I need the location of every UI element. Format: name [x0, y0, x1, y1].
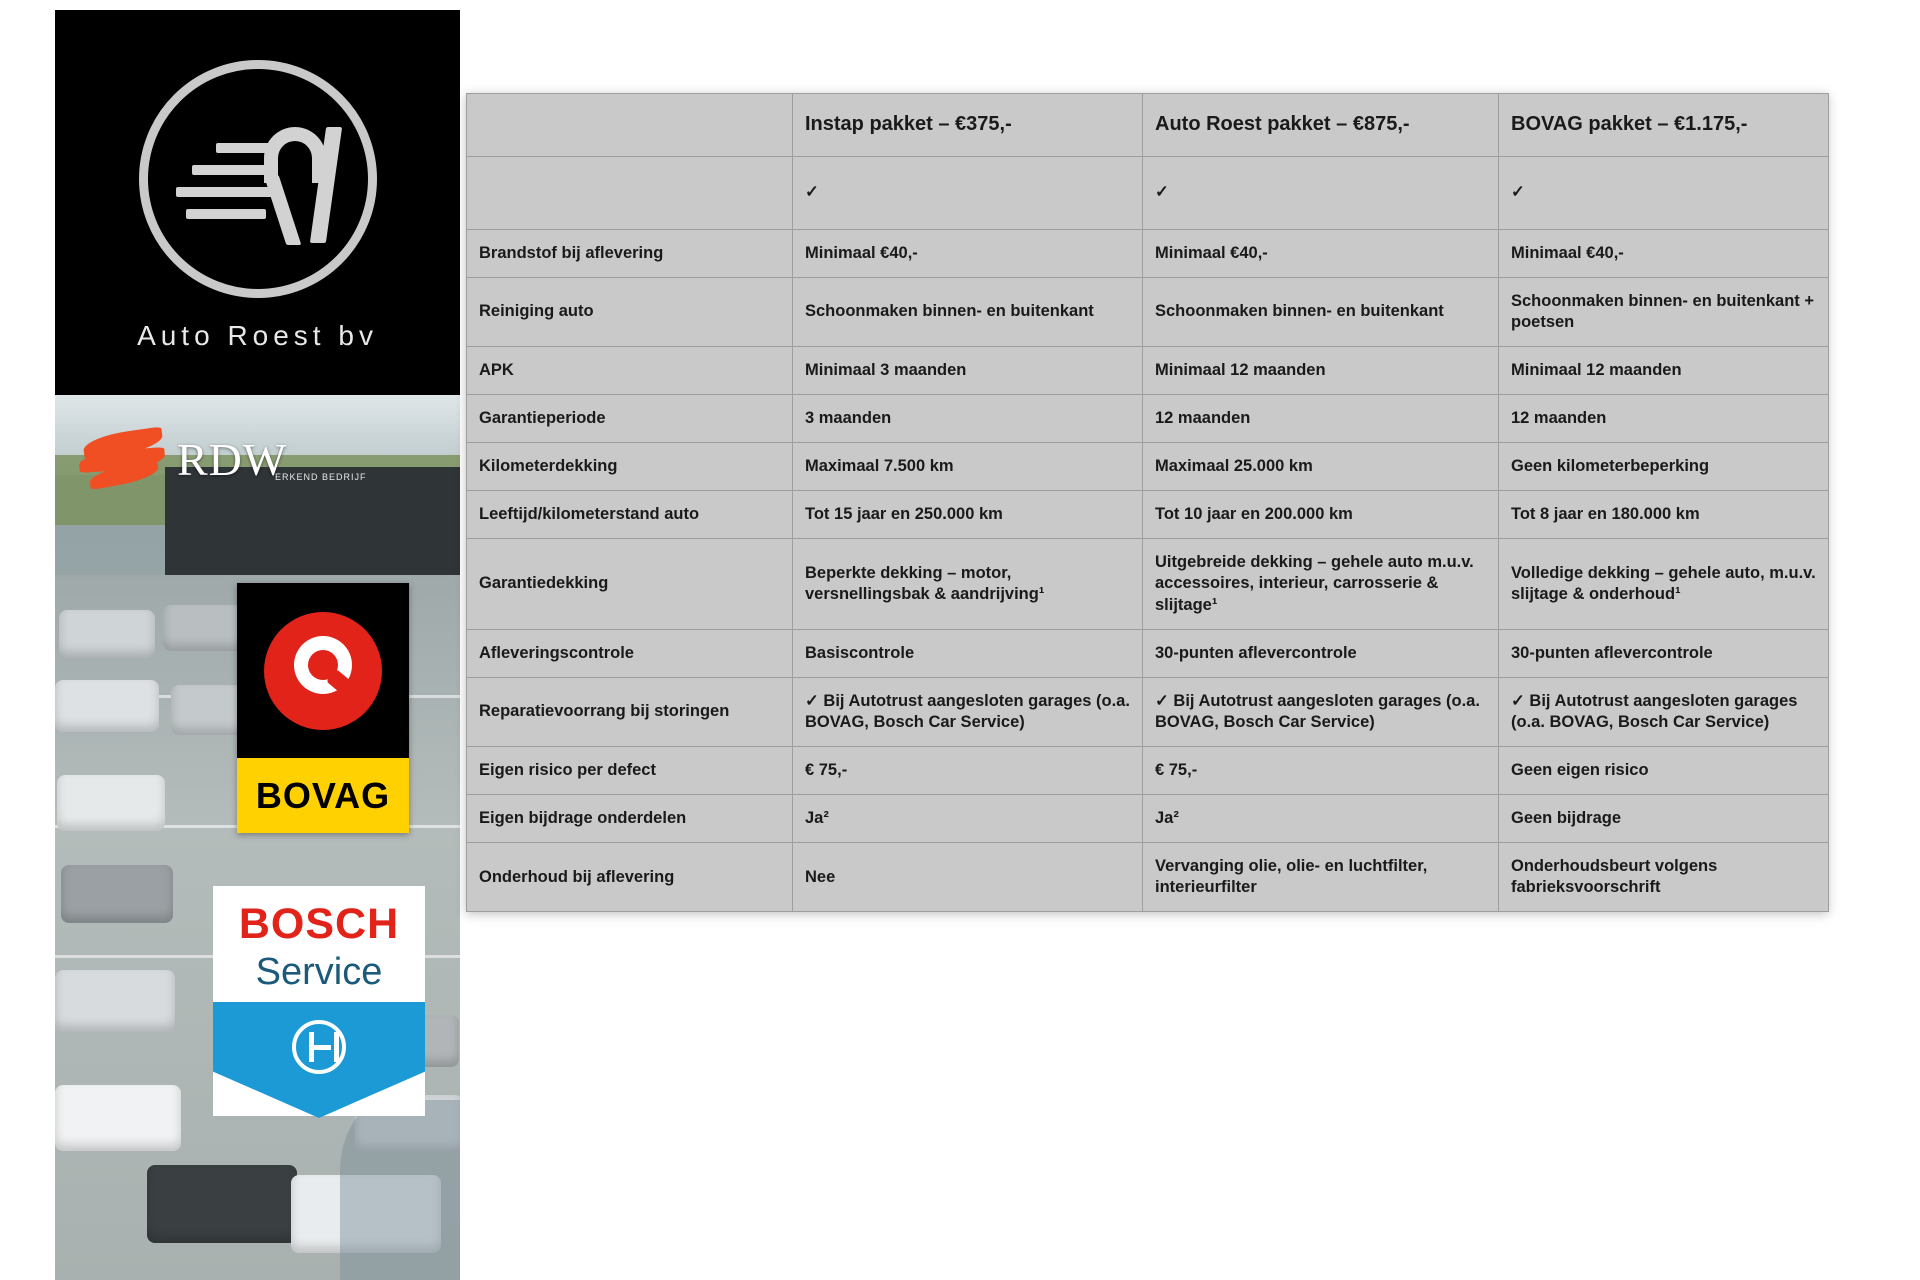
- table-row: [467, 395, 1829, 443]
- auto-roest-logo-panel: [55, 10, 460, 395]
- table-row: [467, 491, 1829, 539]
- rdw-badge: [79, 414, 419, 504]
- row-label-kilometerdekking: Kilometerdekking: [467, 443, 793, 491]
- rdw-label: RDW: [177, 433, 288, 485]
- table-row: [467, 843, 1829, 912]
- auto-roest-logo-icon: [139, 60, 377, 298]
- cell-garantieperiode-bovag: 12 maanden: [1499, 395, 1829, 443]
- cell-reparatievoorrang-autoroest: ✓ Bij Autotrust aangesloten garages (o.a. BOVAG, Bosch Car Service): [1143, 677, 1499, 746]
- cell-eigen-bijdrage-autoroest: Ja²: [1143, 795, 1499, 843]
- cell-garantiedekking-bovag: Volledige dekking – gehele auto, m.u.v. slijtage & onderhoud¹: [1499, 539, 1829, 629]
- cell-afleveringscontrole-autoroest: 30-punten aflevercontrole: [1143, 629, 1499, 677]
- check-instap: ✓: [793, 156, 1143, 229]
- header-package-bovag: BOVAG pakket – €1.175,-: [1499, 94, 1829, 157]
- rdw-sublabel: ERKEND BEDRIJF: [275, 472, 367, 482]
- bosch-shield: [213, 1002, 425, 1118]
- bosch-service-label: Service: [255, 951, 383, 993]
- header-blank: [467, 94, 793, 157]
- row-label-garantiedekking: Garantiedekking: [467, 539, 793, 629]
- cell-onderhoud-autoroest: Vervanging olie, olie- en luchtfilter, interieurfilter: [1143, 843, 1499, 912]
- cell-afleveringscontrole-instap: Basiscontrole: [793, 629, 1143, 677]
- cell-eigen-risico-instap: € 75,-: [793, 747, 1143, 795]
- header-package-autoroest: Auto Roest pakket – €875,-: [1143, 94, 1499, 157]
- table-row: [467, 539, 1829, 629]
- row-label-blank: [467, 156, 793, 229]
- row-label-brandstof: Brandstof bij aflevering: [467, 229, 793, 277]
- check-bovag: ✓: [1499, 156, 1829, 229]
- logo-letter-r-icon: [260, 127, 334, 243]
- bosch-armature-icon: [292, 1020, 346, 1074]
- cell-reparatievoorrang-instap: ✓ Bij Autotrust aangesloten garages (o.a. BOVAG, Bosch Car Service): [793, 677, 1143, 746]
- cell-onderhoud-instap: Nee: [793, 843, 1143, 912]
- cell-reiniging-bovag: Schoonmaken binnen- en buitenkant + poetsen: [1499, 277, 1829, 346]
- check-autoroest: ✓: [1143, 156, 1499, 229]
- cell-brandstof-bovag: Minimaal €40,-: [1499, 229, 1829, 277]
- bovag-emblem-icon: [237, 583, 409, 758]
- rdw-flame-icon: [79, 428, 171, 490]
- row-label-apk: APK: [467, 346, 793, 394]
- dealership-photo: [55, 395, 460, 1280]
- table-row: [467, 346, 1829, 394]
- row-label-eigen-risico: Eigen risico per defect: [467, 747, 793, 795]
- cell-leeftijd-instap: Tot 15 jaar en 250.000 km: [793, 491, 1143, 539]
- cell-garantieperiode-instap: 3 maanden: [793, 395, 1143, 443]
- row-label-reparatievoorrang: Reparatievoorrang bij storingen: [467, 677, 793, 746]
- company-name: Auto Roest bv: [137, 319, 378, 351]
- row-label-afleveringscontrole: Afleveringscontrole: [467, 629, 793, 677]
- cell-eigen-risico-autoroest: € 75,-: [1143, 747, 1499, 795]
- table-row-checkmarks: [467, 156, 1829, 229]
- bosch-service-badge: [213, 886, 425, 1116]
- cell-eigen-bijdrage-instap: Ja²: [793, 795, 1143, 843]
- bovag-label: BOVAG: [255, 774, 391, 816]
- row-label-onderhoud: Onderhoud bij aflevering: [467, 843, 793, 912]
- table-row: [467, 229, 1829, 277]
- cell-garantiedekking-autoroest: Uitgebreide dekking – gehele auto m.u.v. accessoires, interieur, carrosserie & slijtage¹: [1143, 539, 1499, 629]
- cell-leeftijd-bovag: Tot 8 jaar en 180.000 km: [1499, 491, 1829, 539]
- cell-eigen-risico-bovag: Geen eigen risico: [1499, 747, 1829, 795]
- cell-kilometerdekking-bovag: Geen kilometerbeperking: [1499, 443, 1829, 491]
- cell-reiniging-instap: Schoonmaken binnen- en buitenkant: [793, 277, 1143, 346]
- table-row: [467, 747, 1829, 795]
- table-row: [467, 277, 1829, 346]
- cell-apk-instap: Minimaal 3 maanden: [793, 346, 1143, 394]
- row-label-reiniging: Reiniging auto: [467, 277, 793, 346]
- header-package-instap: Instap pakket – €375,-: [793, 94, 1143, 157]
- cell-afleveringscontrole-bovag: 30-punten aflevercontrole: [1499, 629, 1829, 677]
- cell-kilometerdekking-instap: Maximaal 7.500 km: [793, 443, 1143, 491]
- cell-apk-autoroest: Minimaal 12 maanden: [1143, 346, 1499, 394]
- cell-garantiedekking-instap: Beperkte dekking – motor, versnellingsbak & aandrijving¹: [793, 539, 1143, 629]
- cell-brandstof-instap: Minimaal €40,-: [793, 229, 1143, 277]
- cell-reiniging-autoroest: Schoonmaken binnen- en buitenkant: [1143, 277, 1499, 346]
- bosch-wordmark: BOSCH: [238, 900, 400, 948]
- cell-garantieperiode-autoroest: 12 maanden: [1143, 395, 1499, 443]
- cell-leeftijd-autoroest: Tot 10 jaar en 200.000 km: [1143, 491, 1499, 539]
- table-row: [467, 443, 1829, 491]
- cell-onderhoud-bovag: Onderhoudsbeurt volgens fabrieksvoorschrift: [1499, 843, 1829, 912]
- table-row: [467, 795, 1829, 843]
- cell-eigen-bijdrage-bovag: Geen bijdrage: [1499, 795, 1829, 843]
- row-label-eigen-bijdrage: Eigen bijdrage onderdelen: [467, 795, 793, 843]
- row-label-leeftijd: Leeftijd/kilometerstand auto: [467, 491, 793, 539]
- cell-apk-bovag: Minimaal 12 maanden: [1499, 346, 1829, 394]
- cell-brandstof-autoroest: Minimaal €40,-: [1143, 229, 1499, 277]
- cell-reparatievoorrang-bovag: ✓ Bij Autotrust aangesloten garages (o.a. BOVAG, Bosch Car Service): [1499, 677, 1829, 746]
- cell-kilometerdekking-autoroest: Maximaal 25.000 km: [1143, 443, 1499, 491]
- package-comparison-table: [466, 93, 1828, 912]
- table-row: [467, 629, 1829, 677]
- row-label-garantieperiode: Garantieperiode: [467, 395, 793, 443]
- table-header-row: [467, 94, 1829, 157]
- bovag-label-area: [237, 758, 409, 833]
- bovag-badge: [237, 583, 409, 833]
- table-row: [467, 677, 1829, 746]
- brand-photo-column: [55, 10, 460, 1280]
